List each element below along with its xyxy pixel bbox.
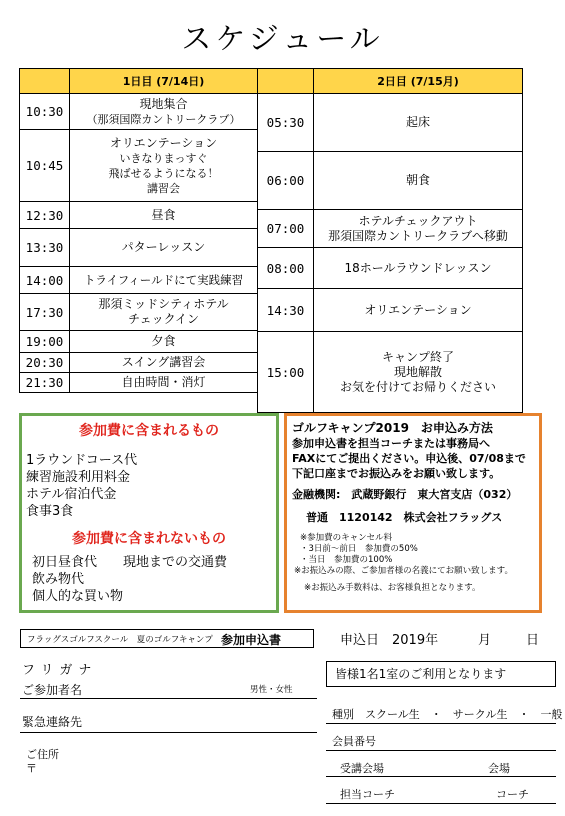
- time-cell: 21:30: [20, 373, 70, 393]
- table-row: [20, 229, 258, 267]
- transfer-note-2: ※お振込み手数料は、お客様負担となります。: [304, 583, 481, 593]
- time-cell: 13:30: [20, 229, 70, 267]
- time-cell: 14:30: [258, 289, 314, 332]
- excluded-list: [32, 554, 276, 605]
- time-cell: 05:30: [258, 94, 314, 152]
- venue-label: 受講会場: [340, 762, 384, 775]
- coach-label: 担当コーチ: [340, 788, 395, 801]
- day2-schedule-table: [257, 68, 523, 413]
- bank-info: 金融機関: 武蔵野銀行 東大宮支店（032）: [292, 488, 518, 501]
- activity-cell: 夕食: [70, 331, 258, 353]
- activity-cell: 自由時間・消灯: [70, 373, 258, 393]
- application-month-label: 月: [478, 633, 492, 648]
- time-cell: 07:00: [258, 210, 314, 248]
- day1-header-blank: [20, 69, 70, 94]
- application-method-box: [284, 413, 542, 613]
- venue-underline: [326, 776, 556, 777]
- activity-cell: オリエンテーション いきなりまっすぐ 飛ばせるようになる！ 講習会: [70, 130, 258, 202]
- time-cell: 17:30: [20, 294, 70, 331]
- form-title-small: フラッグスゴルフスクール 夏のゴルフキャンプ: [27, 635, 213, 645]
- time-cell: 15:00: [258, 332, 314, 413]
- transfer-note-1: ※お振込みの際、ご参加者様の名義にてお願い致します。: [294, 566, 513, 576]
- apply-text-3: 下記口座までお振込みをお願い致します。: [292, 467, 501, 480]
- list-item: 食事3食: [26, 504, 74, 519]
- type-underline: [326, 723, 556, 724]
- activity-cell: 那須ミッドシティホテル チェックイン: [70, 294, 258, 331]
- furigana-label: フリガナ: [22, 663, 98, 678]
- time-cell: 08:00: [258, 248, 314, 289]
- activity-cell: ホテルチェックアウト 那須国際カントリークラブへ移動: [314, 210, 523, 248]
- table-row: [258, 94, 523, 152]
- excluded-heading: 参加費に含まれないもの: [72, 531, 226, 547]
- member-number-underline: [326, 750, 556, 751]
- name-underline: [20, 698, 317, 699]
- list-item: 練習施設利用料金: [26, 470, 131, 485]
- activity-cell: 朝食: [314, 152, 523, 210]
- table-row: [20, 294, 258, 331]
- participant-name-label: ご参加者名: [22, 683, 83, 697]
- day1-header: 1日目 (7/14日): [70, 69, 258, 94]
- day2-header: 2日目 (7/15月): [314, 69, 523, 94]
- table-row: [258, 152, 523, 210]
- form-title-box: [20, 629, 314, 648]
- time-cell: 06:00: [258, 152, 314, 210]
- activity-cell: 起床: [314, 94, 523, 152]
- emergency-underline: [20, 732, 317, 733]
- member-type-label: 種別 スクール生 ・ サークル生 ・ 一般: [332, 708, 563, 721]
- table-row: [258, 210, 523, 248]
- time-cell: 10:45: [20, 130, 70, 202]
- list-item: 初日昼食代: [32, 555, 98, 570]
- fee-inclusions-box: [19, 413, 279, 613]
- coach-underline: [326, 803, 556, 804]
- time-cell: 12:30: [20, 202, 70, 229]
- list-item: 飲み物代: [32, 572, 85, 587]
- time-cell: 20:30: [20, 353, 70, 373]
- application-date-label: 申込日 2019年: [340, 633, 439, 648]
- time-cell: 14:00: [20, 267, 70, 294]
- time-cell: 19:00: [20, 331, 70, 353]
- included-heading: 参加費に含まれるもの: [79, 423, 219, 439]
- application-day-label: 日: [526, 633, 540, 648]
- cancel-policy: ※参加費のキャンセル料 ・3日前～前日 参加費の50% ・当日 参加費の100%: [300, 533, 418, 565]
- member-number-label: 会員番号: [332, 735, 376, 748]
- postal-mark: 〒: [26, 762, 37, 775]
- list-item: 現地までの交通費: [123, 555, 228, 570]
- form-title: 参加申込書: [221, 633, 282, 647]
- table-row: [258, 332, 523, 413]
- emergency-contact-label: 緊急連絡先: [22, 715, 83, 729]
- page-title: スケジュール: [181, 22, 384, 57]
- venue-suffix: 会場: [488, 762, 510, 775]
- activity-cell: オリエンテーション: [314, 289, 523, 332]
- coach-suffix: コーチ: [496, 788, 529, 801]
- activity-cell: トライフィールドにて実践練習: [70, 267, 258, 294]
- list-item: 1ラウンドコース代: [26, 453, 138, 468]
- activity-cell: キャンプ終了 現地解散 お気を付けてお帰りください: [314, 332, 523, 413]
- apply-title: ゴルフキャンプ2019 お申込み方法: [292, 421, 493, 435]
- day2-header-blank: [258, 69, 314, 94]
- table-row: [20, 353, 258, 373]
- table-row: [20, 267, 258, 294]
- table-row: [20, 202, 258, 229]
- included-list: [26, 452, 276, 520]
- time-cell: 10:30: [20, 94, 70, 130]
- apply-text-1: 参加申込書を担当コーチまたは事務局へ: [292, 437, 490, 450]
- room-note-box: 皆様1名1室のご利用となります: [326, 661, 556, 687]
- activity-cell: 昼食: [70, 202, 258, 229]
- list-item: ホテル宿泊代金: [26, 487, 117, 502]
- activity-cell: 現地集合 （那須国際カントリークラブ）: [70, 94, 258, 130]
- table-row: [258, 248, 523, 289]
- table-row: [20, 331, 258, 353]
- gender-label: 男性・女性: [250, 685, 293, 695]
- table-row: [20, 94, 258, 130]
- activity-cell: 18ホールラウンドレッスン: [314, 248, 523, 289]
- address-label: ご住所: [26, 748, 59, 761]
- list-item: 個人的な買い物: [32, 589, 124, 604]
- table-row: [258, 289, 523, 332]
- activity-cell: パターレッスン: [70, 229, 258, 267]
- table-row: [20, 130, 258, 202]
- apply-text-2: FAXにてご提出ください。申込後、07/08まで: [292, 452, 526, 465]
- day1-schedule-table: [19, 68, 258, 393]
- activity-cell: スイング講習会: [70, 353, 258, 373]
- table-row: [20, 373, 258, 393]
- account-info: 普通 1120142 株式会社フラッグス: [306, 511, 503, 524]
